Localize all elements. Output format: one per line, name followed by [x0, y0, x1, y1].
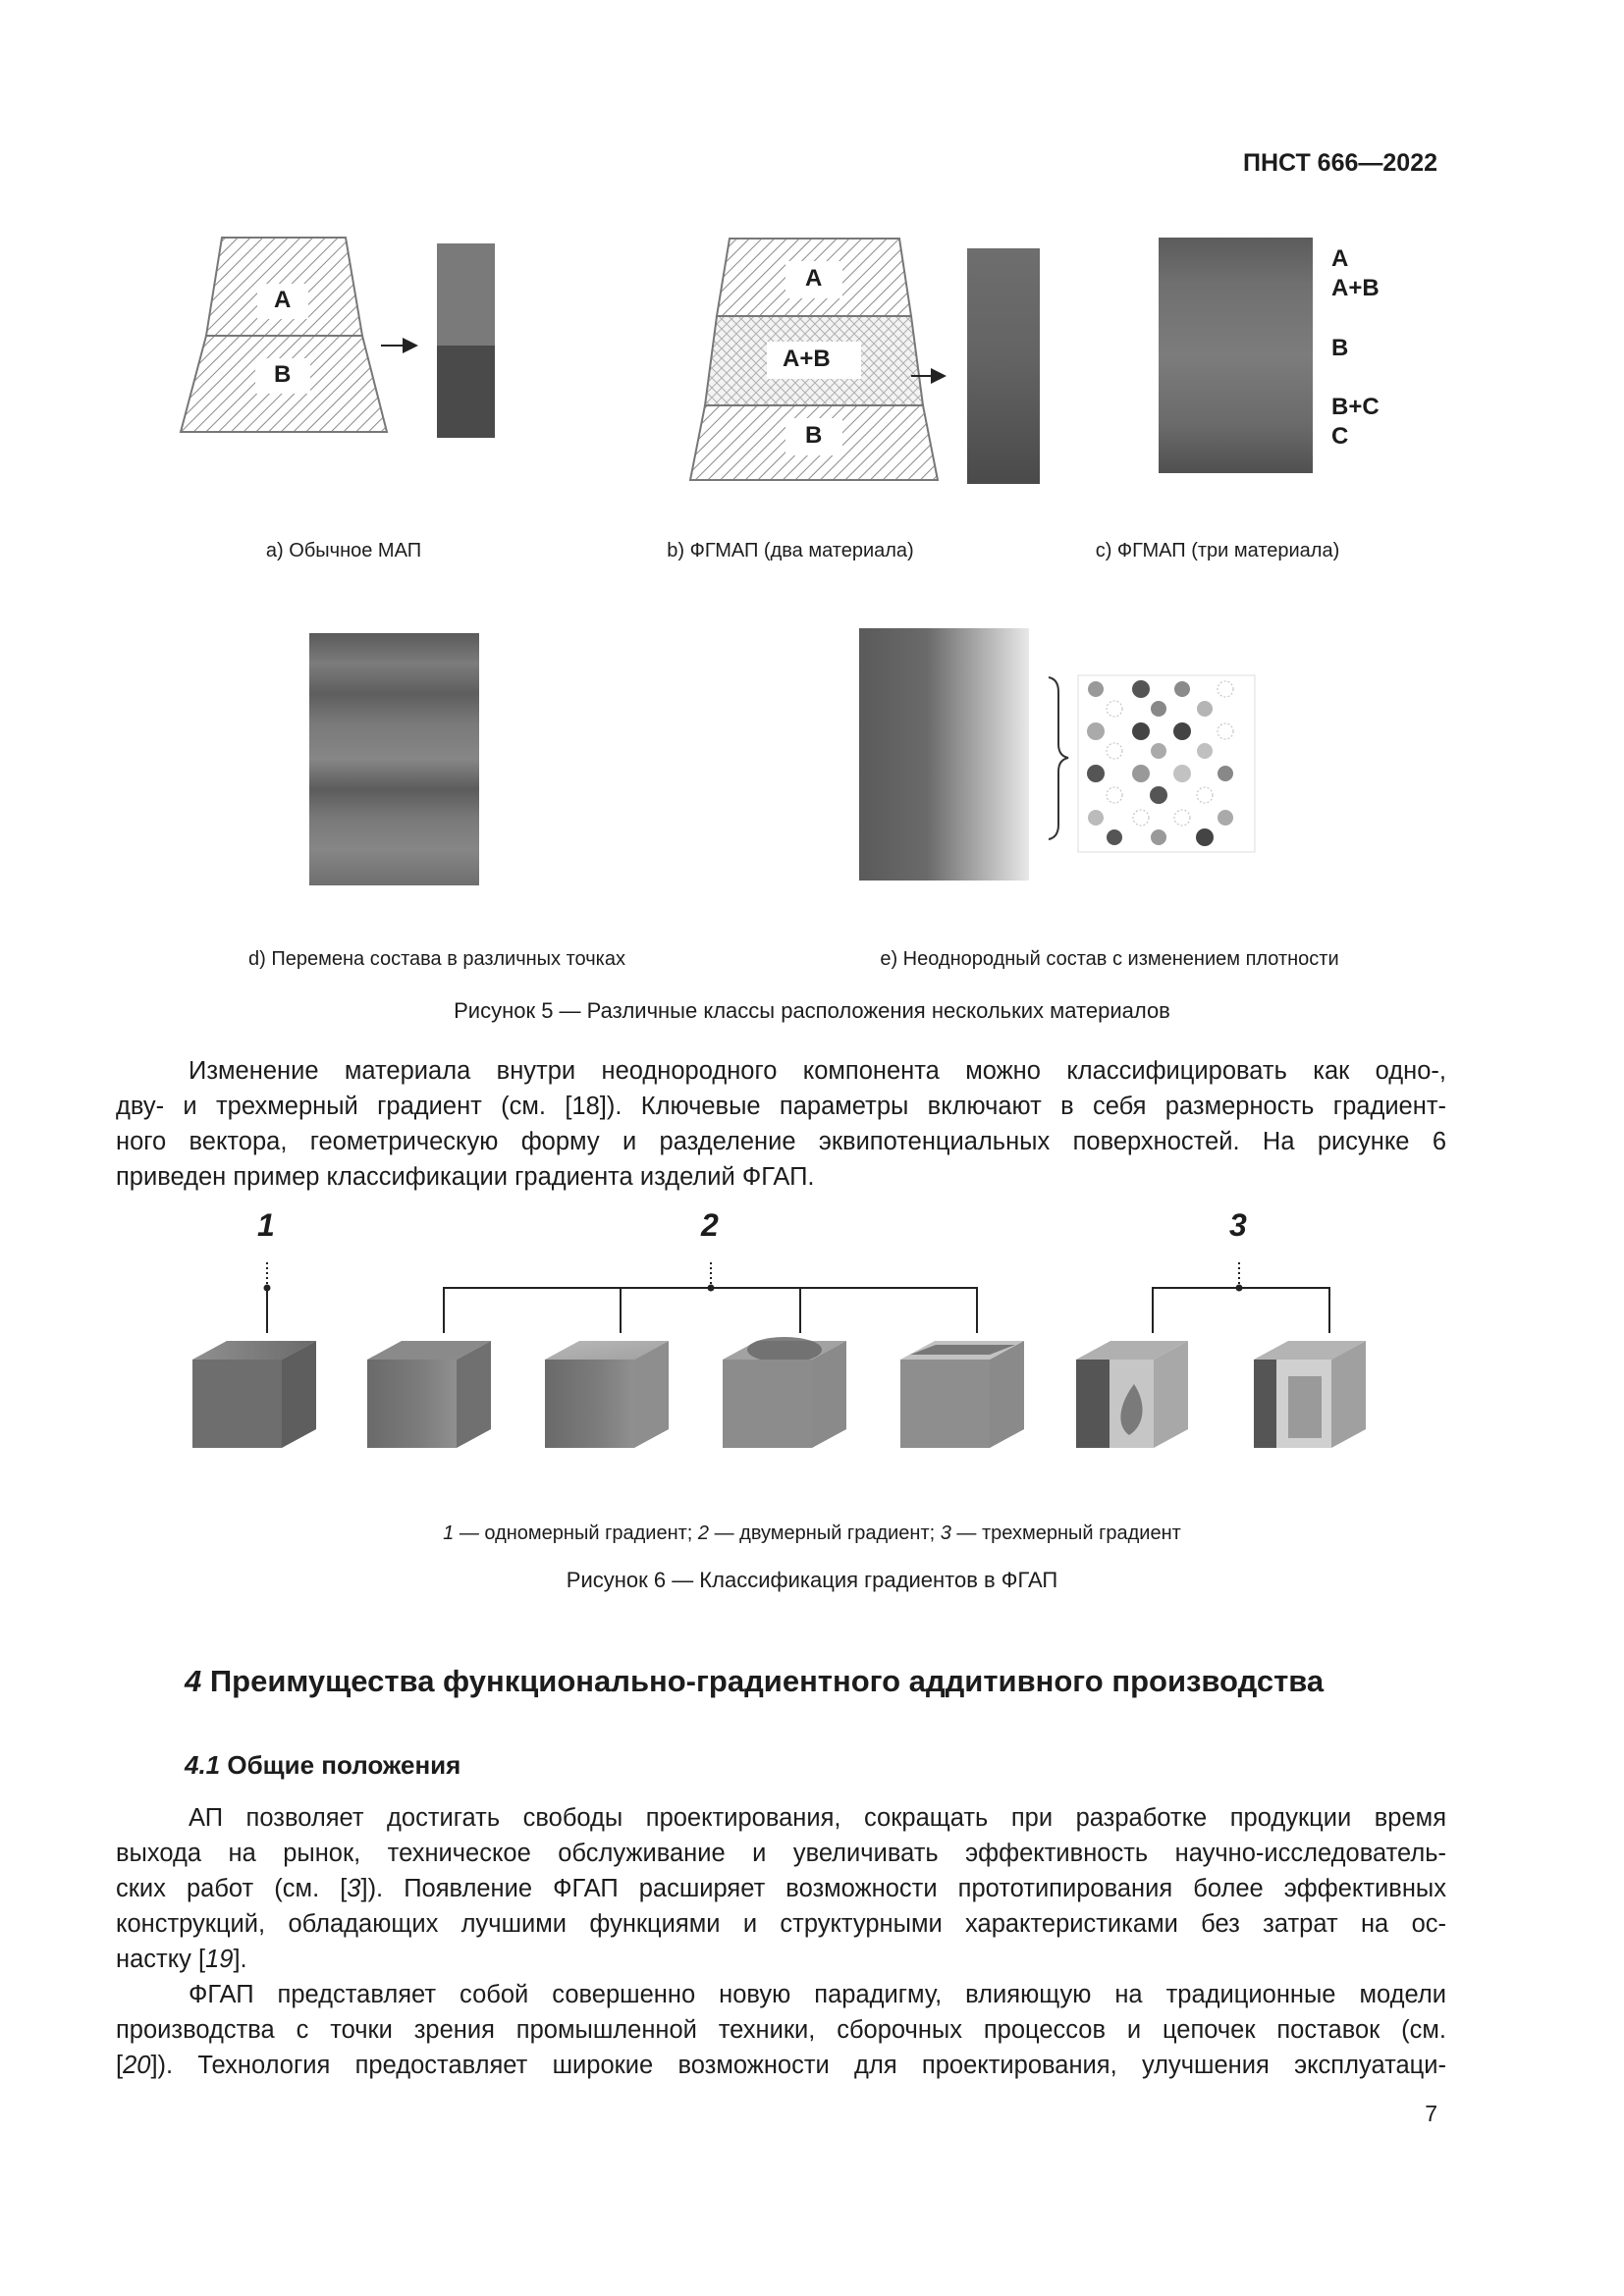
figure6-legend [0, 1522, 1624, 1545]
legend-num-3: 3 [940, 1522, 951, 1544]
figure5-title: Рисунок 5 — Различные классы расположения нескольких материалов [454, 998, 1170, 1023]
paragraph-2 [116, 1800, 1446, 1977]
panel-a-bar-bottom [437, 346, 495, 438]
paragraph-1-line: Изменение материала внутри неоднородного компонента можно классифицировать как одно-, [189, 1057, 1446, 1085]
panel-e-bar [859, 628, 1029, 881]
cube-2 [367, 1341, 491, 1448]
caption-panel-a: a) Обычное МАП [265, 540, 422, 561]
paragraph-2-line: настку [19]. [116, 1946, 247, 1973]
section-title: Преимущества функционально-градиентного аддитивного производства [201, 1664, 1325, 1698]
panel-c-label-a: A [1331, 245, 1349, 272]
cube-7 [1254, 1341, 1366, 1448]
panel-d-bar [309, 633, 479, 885]
caption-panel-c: c) ФГМАП (три материала) [1095, 540, 1340, 561]
cube-1 [192, 1341, 316, 1448]
paragraph-1-line: ного вектора, геометрическую форму и разделение эквипотенциальных поверхностей. На рисунке 6 [116, 1128, 1446, 1155]
panel-e-particles-frame [1078, 675, 1255, 852]
section-heading [185, 1664, 1324, 1699]
paragraph-1-line: дву- и трехмерный градиент (см. [18]). Ключевые параметры включают в себя размерность градиент- [116, 1093, 1446, 1120]
paragraph-1-line: приведен пример классификации градиента изделий ФГАП. [116, 1163, 815, 1191]
section-number: 4 [185, 1664, 202, 1698]
panel-c-bar [1159, 238, 1313, 473]
legend-text-2: — двумерный градиент; [709, 1522, 941, 1544]
document-number: ПНСТ 666—2022 [1243, 149, 1437, 177]
figure5-graphics [0, 0, 1624, 982]
paragraph-1 [116, 1053, 1446, 1195]
panel-b-bar [967, 248, 1040, 484]
panel-c-label-ab: A+B [1331, 275, 1380, 301]
panel-c-label-b: B [1331, 335, 1349, 361]
paragraph-2-line: выхода на рынок, техническое обслуживание и увеличивать эффективность научно-исследователь- [116, 1840, 1446, 1867]
cube-6 [1076, 1341, 1188, 1448]
figure6-title: Рисунок 6 — Классификация градиентов в ФГАП [566, 1568, 1058, 1592]
paragraph-2-line: ских работ (см. [3]). Появление ФГАП расширяет возможности прототипирования более эффективных [116, 1875, 1446, 1902]
caption-panel-b: b) ФГМАП (два материала) [667, 540, 914, 561]
panel-a-label-bottom: B [274, 361, 292, 388]
panel-a-trapezoid [181, 238, 387, 432]
panel-c-label-bc: B+C [1331, 394, 1380, 420]
panel-b-label-top: A [805, 265, 823, 292]
legend-text-1: — одномерный градиент; [454, 1522, 698, 1544]
paragraph-3-line: производства с точки зрения промышленной техники, сборочных процессов и цепочек поставок (см. [116, 2016, 1446, 2044]
paragraph-3-line: ФГАП представляет собой совершенно новую парадигму, влияющую на традиционные модели [189, 1981, 1446, 2008]
legend-num-1: 1 [443, 1522, 455, 1544]
figure6-group-label-3: 3 [1229, 1207, 1247, 1243]
figure6-connectors [265, 1262, 1330, 1333]
subsection-number: 4.1 [185, 1750, 221, 1780]
panel-a-label-top: A [274, 287, 292, 313]
figure6-group-label-2: 2 [701, 1207, 719, 1243]
subsection-title: Общие положения [220, 1750, 461, 1780]
caption-panel-e: e) Неоднородный состав с изменением плотности [880, 948, 1339, 970]
cube-3 [545, 1341, 669, 1448]
panel-b-label-mid: A+B [783, 346, 831, 372]
figure6-group-label-1: 1 [257, 1207, 275, 1243]
panel-b-label-bottom: B [805, 422, 823, 449]
cube-5 [900, 1341, 1024, 1448]
paragraph-2-line: конструкций, обладающих лучшими функциями и структурными характеристиками без затрат на ос- [116, 1910, 1446, 1938]
legend-text-3: — трехмерный градиент [950, 1522, 1181, 1544]
panel-a-bar-top [437, 243, 495, 346]
subsection-heading [185, 1750, 460, 1781]
paragraph-3-line: [20]). Технология предоставляет широкие возможности для проектирования, улучшения эксплуатаци- [116, 2052, 1446, 2079]
panel-e-brace [1049, 677, 1068, 839]
legend-num-2: 2 [697, 1522, 710, 1544]
cube-4 [723, 1337, 846, 1448]
paragraph-3 [116, 1977, 1446, 2083]
caption-panel-d: d) Перемена состава в различных точках [248, 948, 625, 970]
panel-c-label-c: C [1331, 423, 1349, 450]
paragraph-2-line: АП позволяет достигать свободы проектирования, сокращать при разработке продукции время [189, 1804, 1446, 1832]
page-number: 7 [1425, 2101, 1437, 2126]
